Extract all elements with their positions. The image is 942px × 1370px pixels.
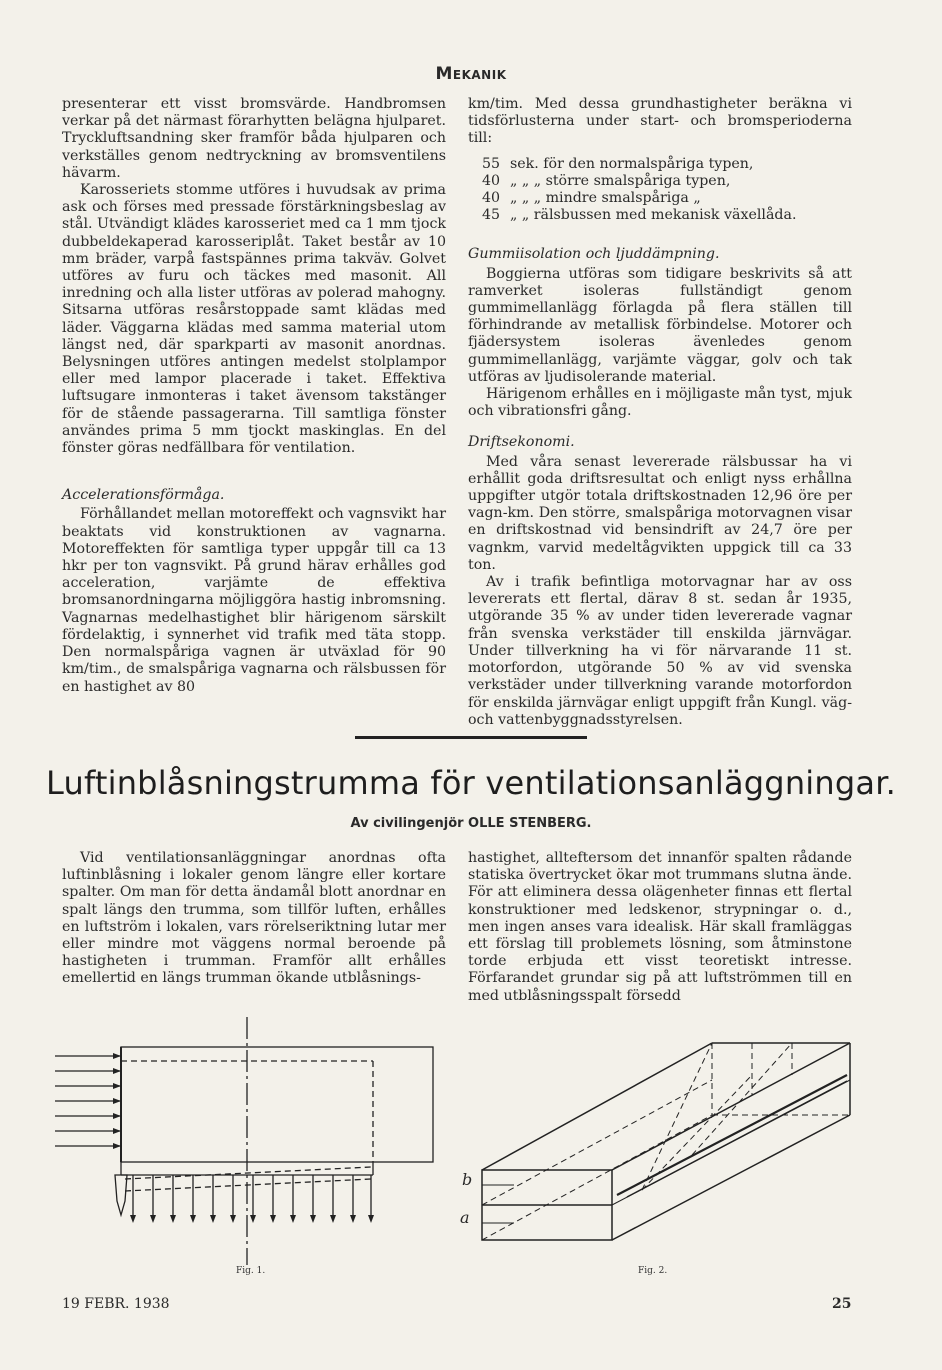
speed-row: 45 „ „ rälsbussen med mekanisk växellåda. — [482, 207, 797, 224]
section-divider — [355, 736, 587, 739]
figure-2-caption: Fig. 2. — [638, 1266, 668, 1276]
label-a: a — [460, 1208, 470, 1227]
paragraph: Av i trafik befintliga motorvagnar har av oss levererats ett flertal, därav 8 st. sedan år 1935, utgörande 35 % av under tiden levererade vagnar från svenska verkstäder till enskilda järnvägar. Under tillverkning ha vi för närvarande 11 st. motorfordon, utgörande 50 % av vid svenska verkstäder under tillverkning varande motorfordon för enskilda järnvägar enligt uppgift från Kungl. väg- och vattenbyggnadsstyrelsen. — [468, 574, 852, 728]
paragraph: hastighet, allteftersom det innanför spalten rådande statiska övertrycket ökar mot trummans slutna ände. För att eliminera dessa olägenheter finnas ett flertal konstruktioner med ledskenor, strypningar o. d., men ingen anses vara idealisk. Här skall framläggas ett förslag till problemets lösning, som åtminstone torde erbjuda ett visst teoretiskt intresse. Förfarandet grundar sig på att luftströmmen till en med utblåsningsspalt försedd — [468, 850, 852, 1004]
paragraph: Härigenom erhålles en i möjligaste mån tyst, mjuk och vibrationsfri gång. — [468, 386, 852, 420]
paragraph: Vid ventilationsanläggningar anordnas ofta luftinblåsning i lokaler genom längre eller kortare spalter. Om man för detta ändamål blott anordnar en spalt längs den trumma, som tillför luften, erhålles en luftström i lokalen, vars rörelseriktning lutar mer eller mindre mot väggens normal beroende på hastigheten i trumman. Framför allt erhålles emellertid en längs trumman ökande utblåsnings- — [62, 850, 446, 987]
article2-right-column — [468, 850, 852, 1005]
article-title: Luftinblåsningstrumma för ventilationsanläggningar. — [46, 764, 896, 802]
paragraph: presenterar ett visst bromsvärde. Handbromsen verkar på det närmast förarhytten belägna hjulparet. Tryckluftsandning sker framför båda hjulparen och verkställes genom nedtryckning av bromsventilens hävarm. — [62, 96, 446, 181]
article2-left-column — [62, 850, 446, 988]
speed-row: 55 sek. för den normalspåriga typen, — [482, 155, 754, 172]
figure-2-diagram — [452, 1035, 852, 1250]
section-header: Mekanik — [435, 64, 507, 84]
article1-right-column — [468, 96, 852, 729]
label-b: b — [462, 1170, 473, 1189]
page-number: 25 — [832, 1296, 852, 1312]
article1-left-column — [62, 96, 446, 696]
paragraph: Förhållandet mellan motoreffekt och vagnsvikt har beaktats vid konstruktionen av vagnarna. Motoreffekten för samtliga typer uppgår till ca 13 hkr per ton vagnsvikt. På grund härav erhålles god acceleration, varjämte de effektiva bromsanordningarna möjliggöra hastig inbromsning. Vagnarnas medelhastighet blir härigenom särskilt fördelaktig, i synnerhet vid trafik med täta stopp. Den normalspåriga vagnen är utväxlad för 90 km/tim., de smalspåriga vagnarna och rälsbussen för en hastighet av 80 — [62, 506, 446, 695]
subheading: Driftsekonomi. — [468, 434, 575, 451]
paragraph: Karosseriets stomme utföres i huvudsak av prima ask och förses med pressade förstärkningsbeslag av stål. Utvändigt klädes karosseriet med ca 1 mm tjock dubbeldekaperad karosseriplåt. Taket består av 10 mm bräder, varpå fastspännes prima takväv. Golvet utföres av furu och täckes med masonit. All inredning och alla lister utföras av polerad mahogny. Sitsarna utföras resårstoppade samt klädas med läder. Väggarna klädas med samma material utom längst ned, där sparkparti av masonit anordnas. Belysningen utföres antingen medelst stolplampor eller med lampor placerade i taket. Effektiva luftsugare inmonteras i taket ävensom takstänger för de stående passagerarna. Till samtliga fönster användes prima 5 mm tjockt maskinglas. En del fönster göras nedfällbara för ventilation. — [62, 182, 446, 457]
figure-1-diagram — [55, 1015, 445, 1265]
paragraph: Boggierna utföras som tidigare beskrivits så att ramverket isoleras fullständigt genom gummimellanlägg förlagda på flera ställen till förhindrande av metallisk förbindelse. Motorer och fjädersystem isoleras ävenledes genom gummimellanlägg, varjämte väggar, golv och tak utföras av ljudisolerande material. — [468, 265, 852, 385]
article-byline: Av civilingenjör OLLE STENBERG. — [350, 816, 592, 831]
paragraph: Med våra senast levererade rälsbussar ha vi erhållit goda driftsresultat och enligt nyss erhållna uppgifter utgör totala driftskostnaden 12,96 öre per vagn-km. Den större, smalspåriga motorvagnen visar en driftskostnad vid bensindrift av 24,7 öre per vagnkm, varvid medeltågvikten uppgick till ca 33 ton. — [468, 453, 852, 573]
figure-1-caption: Fig. 1. — [236, 1266, 266, 1276]
subheading: Accelerationsförmåga. — [62, 487, 225, 504]
footer-date: 19 FEBR. 1938 — [62, 1296, 170, 1312]
speed-row: 40 „ „ „ större smalspåriga typen, — [482, 172, 731, 189]
subheading: Gummiisolation och ljuddämpning. — [468, 246, 720, 263]
speed-row: 40 „ „ „ mindre smalspåriga „ — [482, 190, 701, 207]
paragraph: km/tim. Med dessa grundhastigheter beräkna vi tidsförlusterna under start- och bromsperioderna till: — [468, 96, 852, 147]
